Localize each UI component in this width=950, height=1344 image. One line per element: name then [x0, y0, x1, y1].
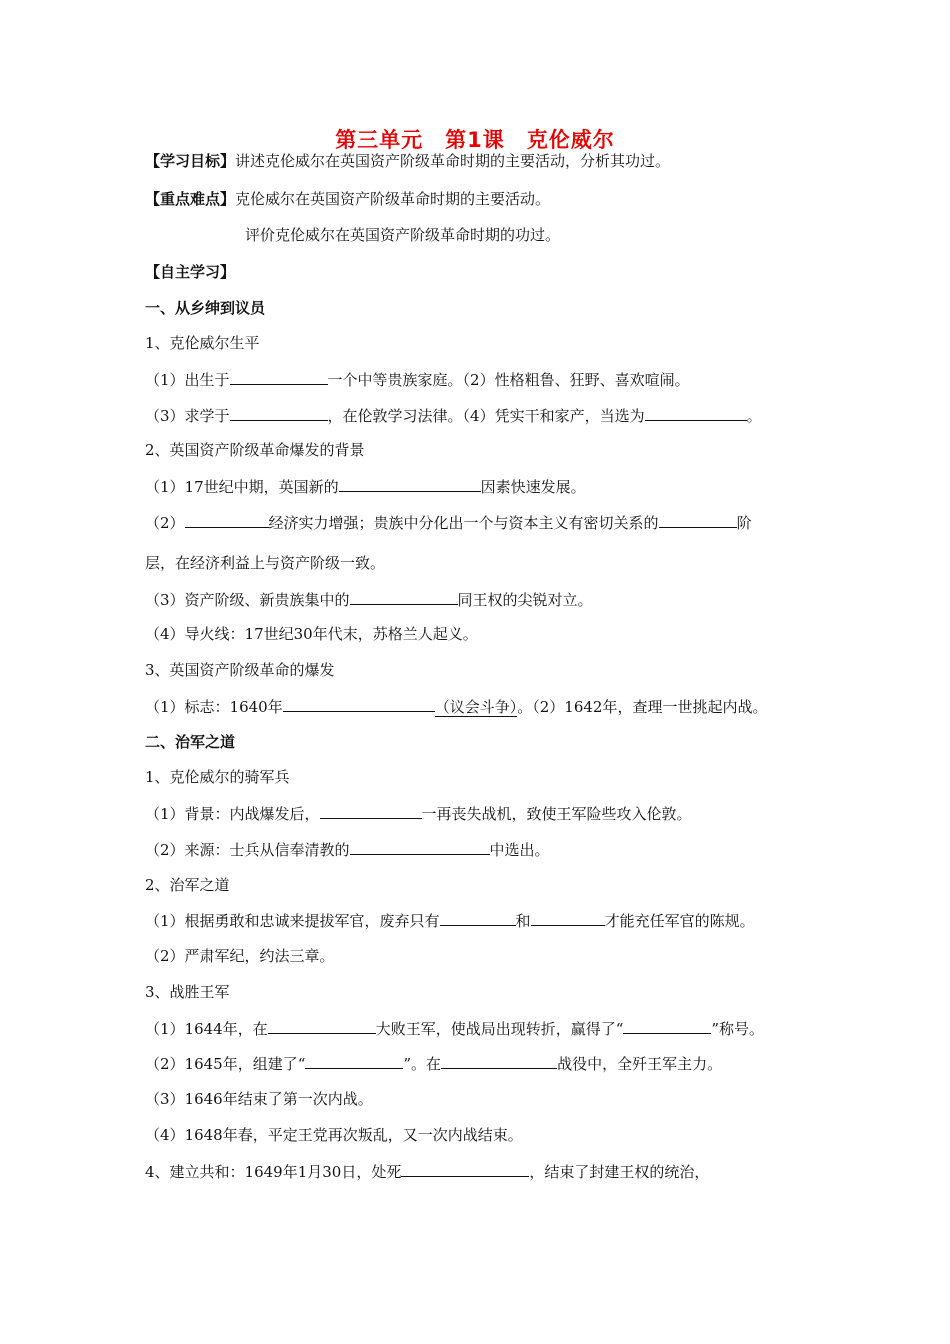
self-study-heading: 【自主学习】 [145, 263, 236, 281]
s1-p3-line1: （1）标志：1640年 （议会斗争）。（2）1642年，查理一世挑起内战。 [145, 698, 768, 716]
page-title: 第三单元 第1课 克伦威尔 [335, 128, 615, 152]
s1-p2-line4: （4）导火线：17世纪30年代末，苏格兰人起义。 [145, 625, 478, 643]
fill-blank[interactable] [659, 512, 737, 528]
fill-blank[interactable] [623, 1018, 711, 1034]
section-1-heading: 一、从乡绅到议员 [145, 299, 266, 317]
fill-blank[interactable] [401, 1161, 529, 1177]
s1-p2-line3: （3）资产阶级、新贵族集中的 同王权的尖锐对立。 [145, 591, 593, 609]
s1-p2-line1: （1）17世纪中期，英国新的 因素快速发展。 [145, 478, 586, 496]
underlined-hint: （议会斗争） [434, 698, 518, 716]
fill-blank[interactable] [441, 1053, 557, 1069]
key-points-text-2: 评价克伦威尔在英国资产阶级革命时期的功过。 [245, 226, 561, 244]
fill-blank[interactable] [440, 910, 516, 926]
s1-p1-line2: （3）求学于 ，在伦敦学习法律。（4）凭实干和家产，当选为 。 [145, 407, 762, 425]
fill-blank[interactable] [320, 803, 422, 819]
s2-p2-title: 2、治军之道 [145, 876, 230, 894]
key-points-text-1: 克伦威尔在英国资产阶级革命时期的主要活动。 [235, 190, 551, 208]
key-points-label: 【重点难点】 [145, 190, 236, 208]
learning-goal-label: 【学习目标】 [145, 152, 236, 170]
fill-blank[interactable] [283, 696, 435, 712]
key-points [145, 189, 550, 209]
s1-p1-line1: （1）出生于 一个中等贵族家庭。（2）性格粗鲁、狂野、喜欢喧闹。 [145, 371, 690, 389]
s2-p3-line1: （1）1644年，在 大败王军，使战局出现转折，赢得了“ ”称号。 [145, 1020, 765, 1038]
s1-p2-line2-cont: 层，在经济利益上与资产阶级一致。 [145, 554, 386, 572]
learning-goal-text: 讲述克伦威尔在英国资产阶级革命时期的主要活动，分析其功过。 [235, 152, 671, 170]
fill-blank[interactable] [185, 512, 269, 528]
s2-p3-line2: （2）1645年，组建了“ ”。在 战役中，全歼王军主力。 [145, 1055, 723, 1073]
s1-p2-title: 2、英国资产阶级革命爆发的背景 [145, 441, 365, 459]
s1-p3-title: 3、英国资产阶级革命的爆发 [145, 661, 335, 679]
s2-p1-line2: （2）来源：士兵从信奉清教的 中选出。 [145, 841, 550, 859]
fill-blank[interactable] [645, 405, 747, 421]
learning-goal [145, 151, 670, 171]
s2-p2-line2: （2）严肃军纪，约法三章。 [145, 947, 335, 965]
s2-p2-line1: （1）根据勇敢和忠诚来提拔军官，废弃只有 和 才能充任军官的陈规。 [145, 912, 755, 930]
fill-blank[interactable] [230, 369, 328, 385]
fill-blank[interactable] [230, 405, 328, 421]
fill-blank[interactable] [531, 910, 605, 926]
s2-p3-line3: （3）1646年结束了第一次内战。 [145, 1090, 373, 1108]
fill-blank[interactable] [350, 589, 458, 605]
s1-p1-title: 1、克伦威尔生平 [145, 334, 260, 352]
fill-blank[interactable] [339, 476, 481, 492]
s2-p4-line1: 4、建立共和：1649年1月30日，处死 ，结束了封建王权的统治， [145, 1163, 710, 1181]
s2-p1-title: 1、克伦威尔的骑军兵 [145, 768, 290, 786]
fill-blank[interactable] [305, 1053, 403, 1069]
fill-blank[interactable] [268, 1018, 376, 1034]
s2-p3-title: 3、战胜王军 [145, 983, 230, 1001]
fill-blank[interactable] [350, 839, 490, 855]
s1-p2-line2: （2） 经济实力增强；贵族中分化出一个与资本主义有密切关系的 阶 [145, 514, 752, 532]
s2-p1-line1: （1）背景：内战爆发后， 一再丧失战机，致使王军险些攻入伦敦。 [145, 805, 692, 823]
section-2-heading: 二、治军之道 [145, 733, 236, 751]
s2-p3-line4: （4）1648年春，平定王党再次叛乱，又一次内战结束。 [145, 1126, 523, 1144]
